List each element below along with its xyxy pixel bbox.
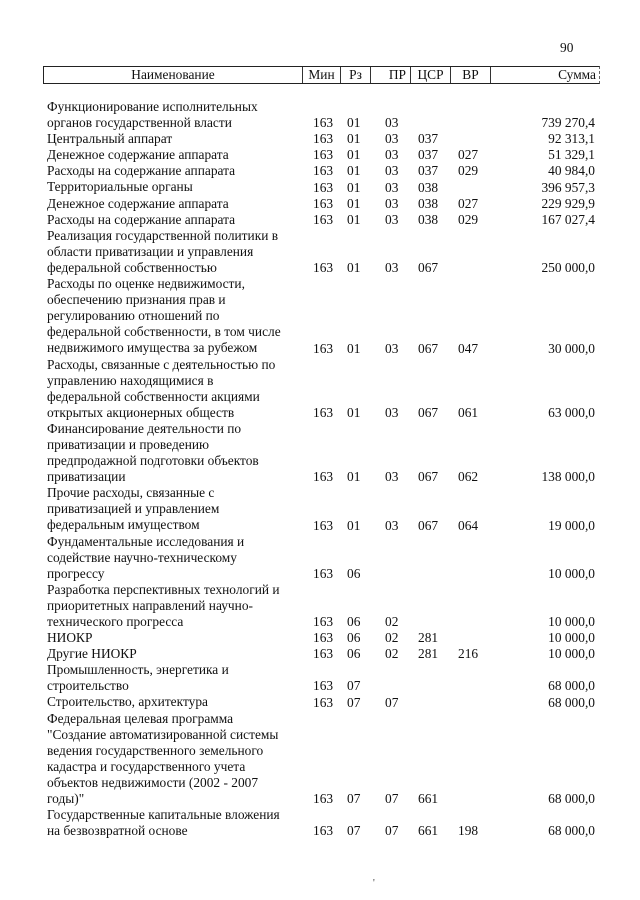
row-name-line: Промышленность, энергетика и bbox=[47, 662, 229, 678]
cell-csr: 067 bbox=[418, 260, 439, 276]
cell-pr: 03 bbox=[385, 404, 399, 420]
row-name-line: Строительство, архитектура bbox=[47, 694, 208, 710]
row-name-line: на безвозвратной основе bbox=[47, 823, 188, 839]
table-row bbox=[47, 131, 607, 147]
row-name-line: Государственные капитальные вложения bbox=[47, 807, 280, 823]
row-codes bbox=[47, 147, 595, 163]
cell-min: 163 bbox=[313, 630, 334, 646]
cell-csr: 067 bbox=[418, 469, 439, 485]
row-codes bbox=[47, 405, 595, 421]
row-name-line: Центральный аппарат bbox=[47, 131, 173, 147]
row-codes bbox=[47, 260, 595, 276]
cell-csr: 038 bbox=[418, 179, 439, 195]
cell-pr: 03 bbox=[385, 131, 399, 147]
row-name-line: Фундаментальные исследования и bbox=[47, 533, 245, 549]
row-name-line: годы)" bbox=[47, 791, 85, 807]
cell-vr: 062 bbox=[458, 469, 479, 485]
cell-min: 163 bbox=[313, 791, 334, 807]
cell-csr: 037 bbox=[418, 147, 439, 163]
row-name-line: управлению находящимися в bbox=[47, 372, 214, 388]
row-codes bbox=[47, 566, 595, 582]
row-codes bbox=[47, 678, 595, 694]
cell-pr: 03 bbox=[385, 211, 399, 227]
cell-min: 163 bbox=[313, 694, 334, 710]
cell-vr: 027 bbox=[458, 147, 479, 163]
row-codes bbox=[47, 212, 595, 228]
cell-sum: 167 027,4 bbox=[541, 211, 595, 227]
cell-sum: 68 000,0 bbox=[548, 823, 595, 839]
row-name-line: предпродажной подготовки объектов bbox=[47, 453, 259, 469]
cell-sum: 739 270,4 bbox=[541, 115, 595, 131]
cell-rz: 01 bbox=[347, 517, 361, 533]
row-name-line: обеспечению признания прав и bbox=[47, 292, 226, 308]
cell-vr: 198 bbox=[458, 823, 479, 839]
row-codes bbox=[47, 614, 595, 630]
row-name-line: ведения государственного земельного bbox=[47, 742, 264, 758]
row-codes bbox=[47, 791, 595, 807]
cell-sum: 68 000,0 bbox=[548, 791, 595, 807]
cell-min: 163 bbox=[313, 517, 334, 533]
row-name-line: кадастра и государственного учета bbox=[47, 758, 246, 774]
cell-csr: 661 bbox=[418, 823, 439, 839]
row-name-line: Расходы на содержание аппарата bbox=[47, 163, 236, 179]
cell-pr: 02 bbox=[385, 630, 399, 646]
table-header bbox=[43, 66, 600, 84]
cell-rz: 01 bbox=[347, 179, 361, 195]
row-name-line: федеральным имуществом bbox=[47, 517, 200, 533]
table-row bbox=[47, 357, 607, 421]
cell-vr: 029 bbox=[458, 211, 479, 227]
row-name-line: Финансирование деятельности по bbox=[47, 420, 242, 436]
header-rz: Рз bbox=[341, 67, 371, 83]
cell-min: 163 bbox=[313, 147, 334, 163]
cell-sum: 92 313,1 bbox=[548, 131, 595, 147]
table-row bbox=[47, 276, 607, 356]
cell-vr: 027 bbox=[458, 195, 479, 211]
cell-rz: 01 bbox=[347, 404, 361, 420]
cell-csr: 067 bbox=[418, 517, 439, 533]
page-number: 90 bbox=[560, 40, 574, 55]
cell-pr: 07 bbox=[385, 694, 399, 710]
cell-sum: 19 000,0 bbox=[548, 517, 595, 533]
cell-sum: 10 000,0 bbox=[548, 565, 595, 581]
row-name-line: содействие научно-техническому bbox=[47, 549, 237, 565]
row-name-line: приватизации bbox=[47, 469, 126, 485]
cell-csr: 038 bbox=[418, 211, 439, 227]
row-name-line: недвижимого имущества за рубежом bbox=[47, 340, 258, 356]
row-name-line: объектов недвижимости (2002 - 2007 bbox=[47, 774, 259, 790]
table-row bbox=[47, 582, 607, 630]
row-name-line: Расходы на содержание аппарата bbox=[47, 211, 236, 227]
cell-rz: 06 bbox=[347, 630, 361, 646]
table-row bbox=[47, 212, 607, 228]
cell-min: 163 bbox=[313, 260, 334, 276]
cell-rz: 01 bbox=[347, 340, 361, 356]
row-name-line: федеральной собственности акциями bbox=[47, 388, 260, 404]
row-name-line: НИОКР bbox=[47, 630, 93, 646]
row-name-line: Расходы, связанные с деятельностью по bbox=[47, 356, 276, 372]
row-codes bbox=[47, 131, 595, 147]
row-name-line: области приватизации и управления bbox=[47, 243, 254, 259]
cell-pr: 07 bbox=[385, 791, 399, 807]
row-codes bbox=[47, 646, 595, 662]
cell-sum: 10 000,0 bbox=[548, 630, 595, 646]
row-name-line: Федеральная целевая программа bbox=[47, 710, 234, 726]
cell-rz: 01 bbox=[347, 163, 361, 179]
table-row bbox=[47, 147, 607, 163]
cell-rz: 01 bbox=[347, 469, 361, 485]
cell-csr: 281 bbox=[418, 646, 439, 662]
table-row bbox=[47, 711, 607, 808]
row-name-line: Денежное содержание аппарата bbox=[47, 147, 229, 163]
row-name-line: Другие НИОКР bbox=[47, 646, 137, 662]
row-name-line: Реализация государственной политики в bbox=[47, 227, 279, 243]
row-name-line: приватизацией и управлением bbox=[47, 501, 220, 517]
cell-sum: 138 000,0 bbox=[541, 469, 595, 485]
cell-min: 163 bbox=[313, 469, 334, 485]
cell-rz: 01 bbox=[347, 211, 361, 227]
table-row bbox=[47, 662, 607, 694]
row-name-line: Разработка перспективных технологий и bbox=[47, 581, 280, 597]
table-row bbox=[47, 630, 607, 646]
cell-sum: 396 957,3 bbox=[541, 179, 595, 195]
cell-csr: 281 bbox=[418, 630, 439, 646]
header-min: Мин bbox=[303, 67, 341, 83]
cell-pr: 02 bbox=[385, 646, 399, 662]
header-vr: ВР bbox=[451, 67, 491, 83]
cell-csr: 037 bbox=[418, 131, 439, 147]
cell-min: 163 bbox=[313, 163, 334, 179]
row-name-line: Функционирование исполнительных bbox=[47, 99, 258, 114]
header-csr: ЦСР bbox=[411, 67, 451, 83]
row-codes bbox=[47, 180, 595, 196]
row-codes bbox=[47, 196, 595, 212]
table-row bbox=[47, 196, 607, 212]
row-name-line: приоритетных направлений научно- bbox=[47, 597, 253, 613]
row-codes bbox=[47, 695, 595, 711]
cell-vr: 029 bbox=[458, 163, 479, 179]
row-name-line: Денежное содержание аппарата bbox=[47, 195, 229, 211]
header-name: Наименование bbox=[44, 67, 303, 83]
table-row bbox=[47, 99, 607, 131]
cell-rz: 07 bbox=[347, 823, 361, 839]
row-codes bbox=[47, 823, 595, 839]
cell-rz: 01 bbox=[347, 147, 361, 163]
cell-csr: 037 bbox=[418, 163, 439, 179]
cell-vr: 047 bbox=[458, 340, 479, 356]
row-name-line: федеральной собственности, в том числе bbox=[47, 324, 281, 340]
row-name-line: технического прогресса bbox=[47, 614, 184, 629]
cell-pr: 03 bbox=[385, 115, 399, 131]
budget-table-body bbox=[47, 99, 607, 839]
cell-rz: 06 bbox=[347, 614, 361, 630]
footer-mark: ' bbox=[373, 878, 375, 889]
row-codes bbox=[47, 469, 595, 485]
cell-min: 163 bbox=[313, 646, 334, 662]
table-row bbox=[47, 485, 607, 533]
table-row bbox=[47, 646, 607, 662]
row-name-line: Расходы по оценке недвижимости, bbox=[47, 276, 245, 292]
cell-rz: 01 bbox=[347, 195, 361, 211]
cell-min: 163 bbox=[313, 565, 334, 581]
table-row bbox=[47, 534, 607, 582]
row-name-line: федеральной собственностью bbox=[47, 259, 217, 275]
header-sum: Сумма bbox=[558, 67, 596, 82]
row-name-line: регулированию отношений по bbox=[47, 308, 220, 324]
cell-pr: 03 bbox=[385, 147, 399, 163]
cell-rz: 07 bbox=[347, 678, 361, 694]
cell-pr: 03 bbox=[385, 517, 399, 533]
cell-vr: 064 bbox=[458, 517, 479, 533]
cell-pr: 02 bbox=[385, 614, 399, 630]
cell-min: 163 bbox=[313, 195, 334, 211]
row-name-line: приватизации и проведению bbox=[47, 436, 210, 452]
row-codes bbox=[47, 115, 595, 131]
table-row bbox=[47, 163, 607, 179]
row-name-line: Территориальные органы bbox=[47, 179, 193, 195]
cell-pr: 03 bbox=[385, 195, 399, 211]
cell-sum: 250 000,0 bbox=[541, 260, 595, 276]
row-name-line: открытых акционерных обществ bbox=[47, 404, 235, 420]
table-row bbox=[47, 179, 607, 195]
cell-rz: 01 bbox=[347, 131, 361, 147]
cell-rz: 07 bbox=[347, 791, 361, 807]
cell-min: 163 bbox=[313, 115, 334, 131]
cell-min: 163 bbox=[313, 179, 334, 195]
cell-min: 163 bbox=[313, 131, 334, 147]
cell-pr: 03 bbox=[385, 179, 399, 195]
cell-min: 163 bbox=[313, 678, 334, 694]
cell-sum: 30 000,0 bbox=[548, 340, 595, 356]
row-name-line: Прочие расходы, связанные с bbox=[47, 485, 215, 501]
cell-rz: 06 bbox=[347, 646, 361, 662]
cell-min: 163 bbox=[313, 823, 334, 839]
cell-pr: 03 bbox=[385, 260, 399, 276]
row-name-line: строительство bbox=[47, 678, 129, 694]
row-name-line: прогрессу bbox=[47, 565, 105, 581]
cell-pr: 07 bbox=[385, 823, 399, 839]
cell-csr: 038 bbox=[418, 195, 439, 211]
cell-rz: 01 bbox=[347, 260, 361, 276]
cell-sum: 229 929,9 bbox=[541, 195, 595, 211]
cell-sum: 51 329,1 bbox=[548, 147, 595, 163]
table-row bbox=[47, 421, 607, 485]
cell-pr: 03 bbox=[385, 469, 399, 485]
cell-sum: 63 000,0 bbox=[548, 404, 595, 420]
cell-min: 163 bbox=[313, 211, 334, 227]
cell-rz: 06 bbox=[347, 565, 361, 581]
cell-vr: 061 bbox=[458, 404, 479, 420]
table-row bbox=[47, 228, 607, 276]
cell-vr: 216 bbox=[458, 646, 479, 662]
row-codes bbox=[47, 630, 595, 646]
cell-pr: 03 bbox=[385, 340, 399, 356]
cell-rz: 01 bbox=[347, 115, 361, 131]
row-codes bbox=[47, 163, 595, 179]
cell-sum: 68 000,0 bbox=[548, 678, 595, 694]
cell-min: 163 bbox=[313, 340, 334, 356]
table-row bbox=[47, 694, 607, 710]
cell-sum: 10 000,0 bbox=[548, 646, 595, 662]
cell-csr: 067 bbox=[418, 340, 439, 356]
cell-min: 163 bbox=[313, 404, 334, 420]
cell-csr: 067 bbox=[418, 404, 439, 420]
table-row bbox=[47, 807, 607, 839]
row-codes bbox=[47, 341, 595, 357]
cell-pr: 03 bbox=[385, 163, 399, 179]
cell-sum: 40 984,0 bbox=[548, 163, 595, 179]
cell-sum: 68 000,0 bbox=[548, 694, 595, 710]
row-name-line: органов государственной власти bbox=[47, 115, 232, 131]
header-pr: ПР bbox=[371, 67, 411, 83]
cell-min: 163 bbox=[313, 614, 334, 630]
row-name-line: "Создание автоматизированной системы bbox=[47, 726, 279, 742]
row-codes bbox=[47, 518, 595, 534]
cell-csr: 661 bbox=[418, 791, 439, 807]
cell-rz: 07 bbox=[347, 694, 361, 710]
cell-sum: 10 000,0 bbox=[548, 614, 595, 630]
